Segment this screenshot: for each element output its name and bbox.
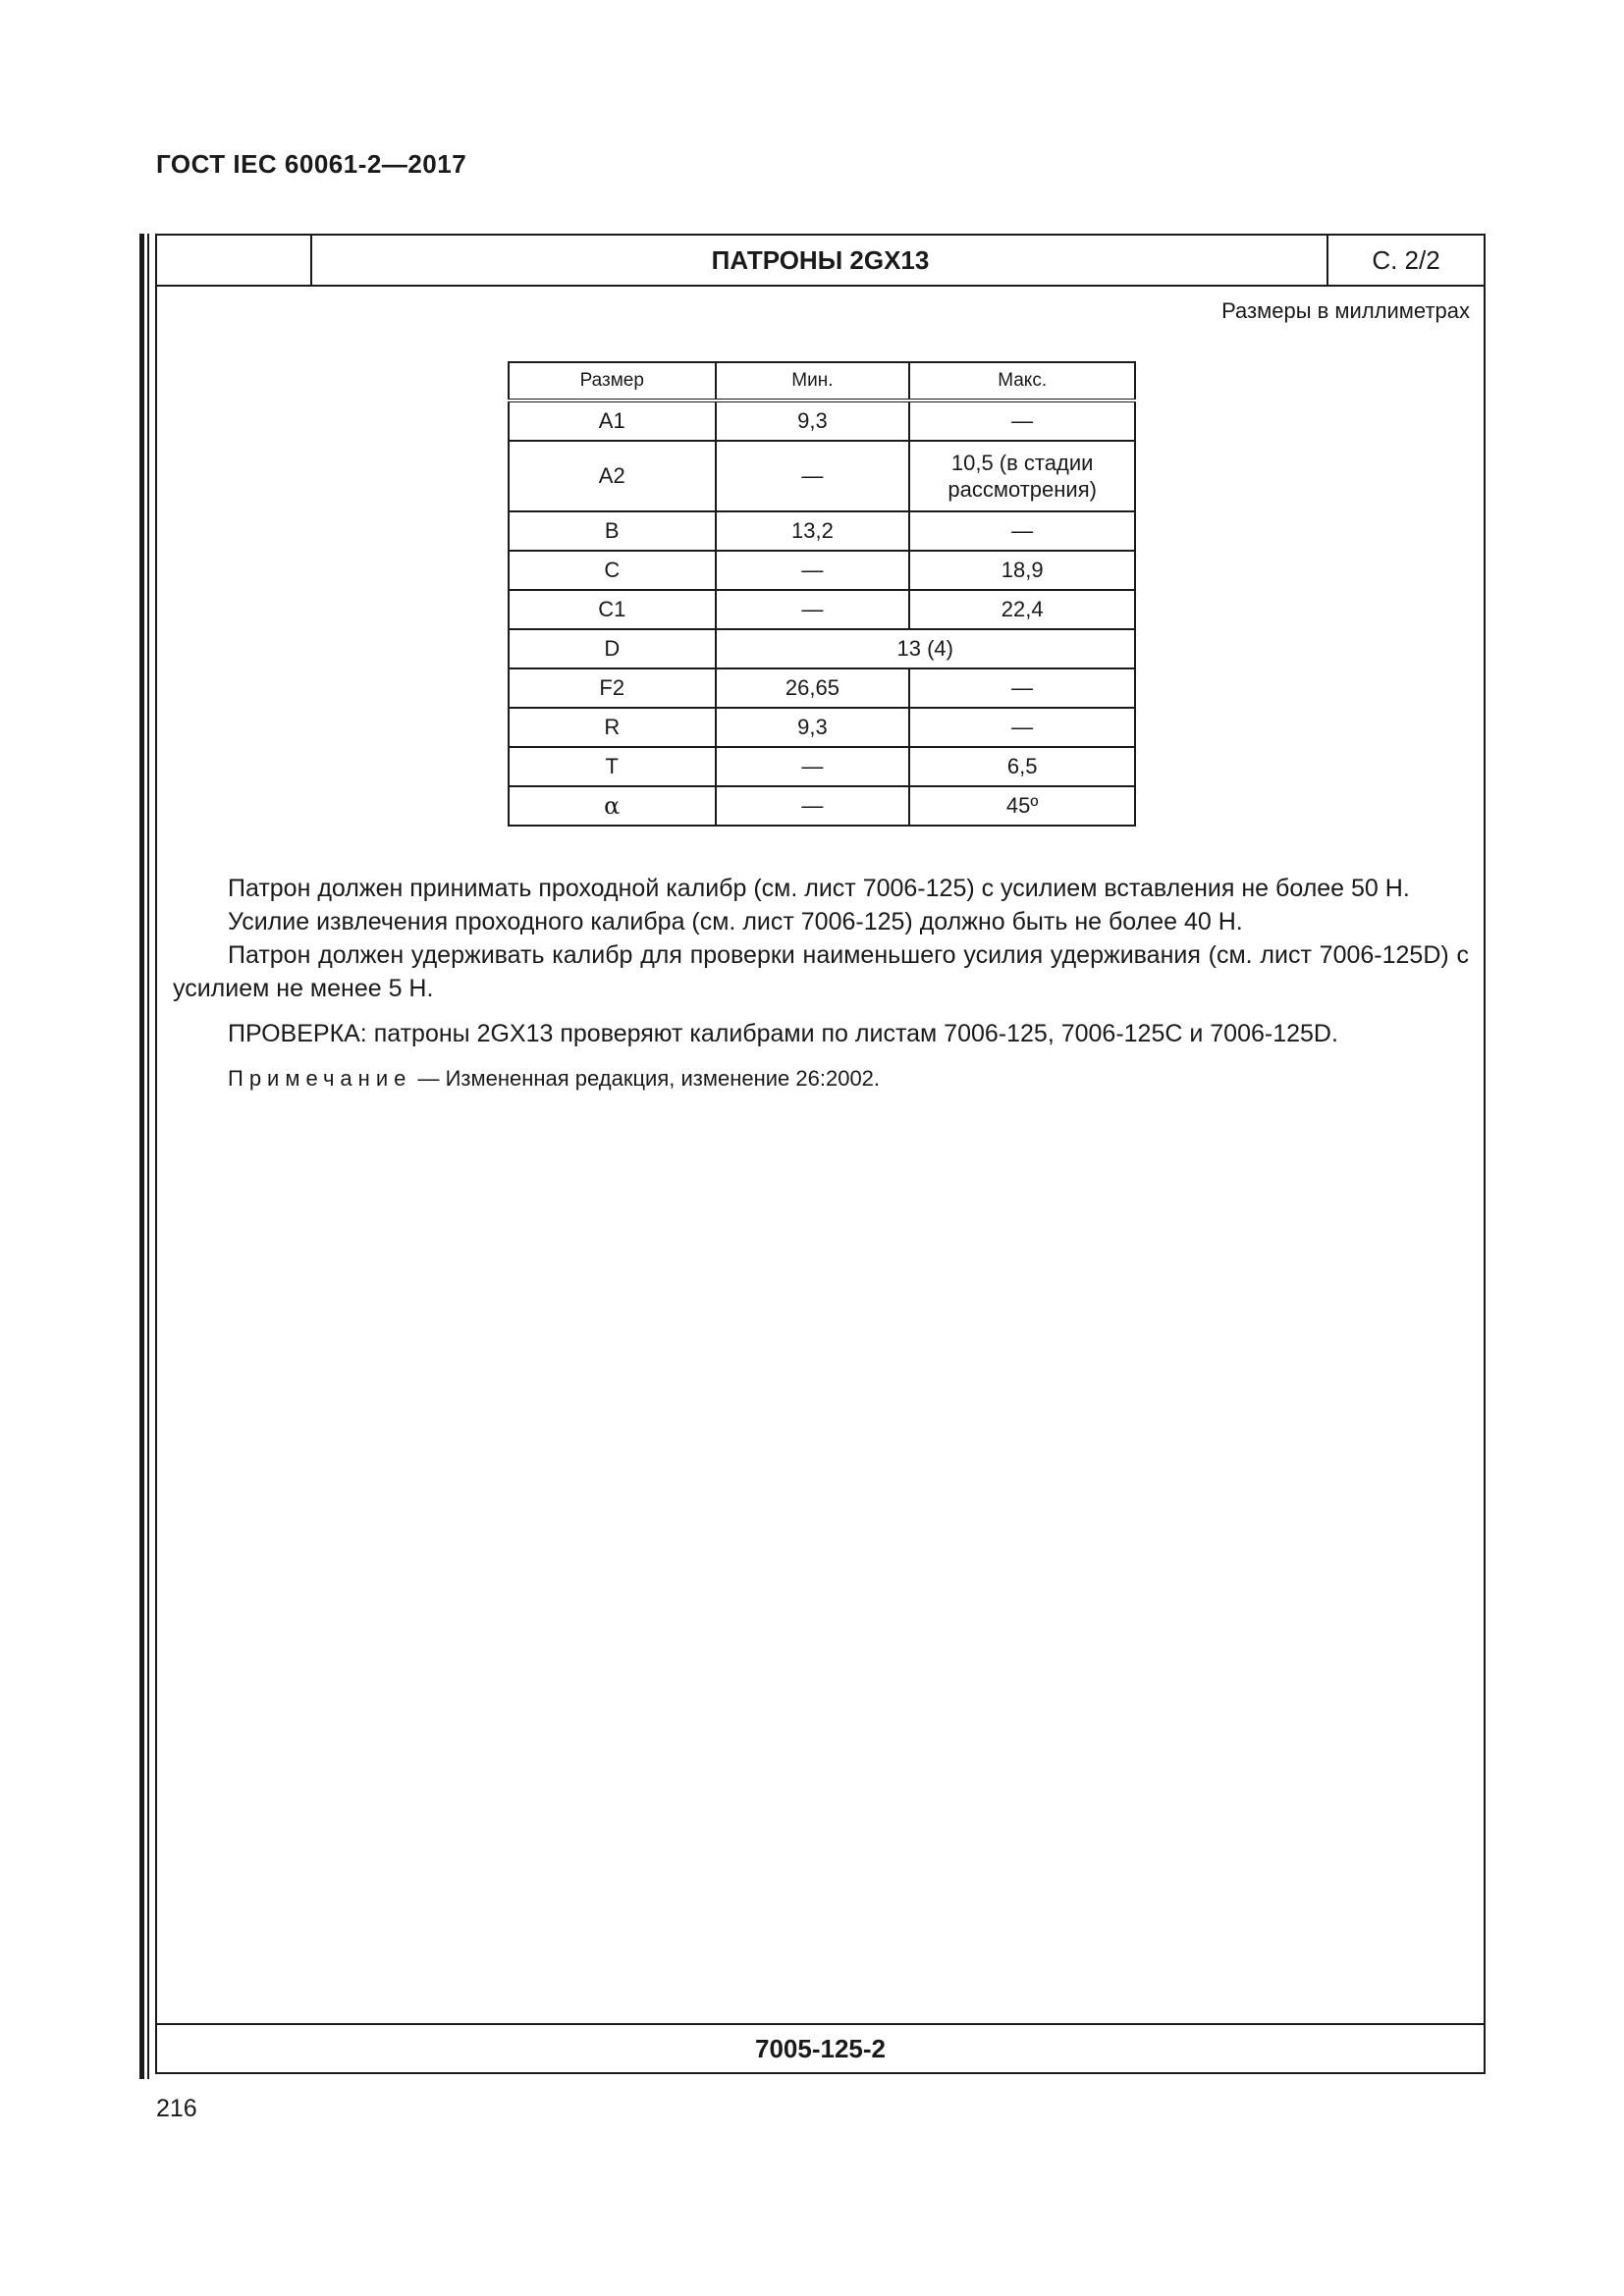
cell-size: D xyxy=(509,629,716,668)
paragraph-retention-force: Патрон должен удерживать калибр для проверки наименьшего усилия удерживания (см. лист 7006-125D) с усилием не менее 5 Н. xyxy=(173,941,1469,1002)
margin-rule-thin xyxy=(147,234,149,2079)
table-row xyxy=(509,668,1135,708)
sheet-frame xyxy=(155,234,1486,2074)
sheet-number: 7005-125-2 xyxy=(157,2023,1484,2072)
table-row xyxy=(509,708,1135,747)
header-min: Мин. xyxy=(716,362,910,400)
table-row xyxy=(509,551,1135,590)
note xyxy=(173,1062,1469,1095)
table-row xyxy=(509,786,1135,826)
cell-nominal: 13 (4) xyxy=(716,629,1135,668)
table-header-row xyxy=(509,362,1135,400)
units-note: Размеры в миллиметрах xyxy=(1221,298,1470,323)
cell-size: α xyxy=(509,786,716,826)
cell-size: C1 xyxy=(509,590,716,629)
paragraph-insertion-force: Патрон должен принимать проходной калибр (см. лист 7006-125) с усилием вставления не более 50 Н. xyxy=(228,875,1410,902)
cell-size: C xyxy=(509,551,716,590)
cell-size: T xyxy=(509,747,716,786)
cell-min: — xyxy=(716,747,910,786)
cell-max: — xyxy=(909,400,1135,441)
sheet-title: ПАТРОНЫ 2GX13 xyxy=(711,244,930,275)
cell-min: — xyxy=(716,590,910,629)
sheet-page-indicator: С. 2/2 xyxy=(1326,236,1484,285)
body-text xyxy=(173,872,1469,1095)
cell-max: 18,9 xyxy=(909,551,1135,590)
cell-max: 6,5 xyxy=(909,747,1135,786)
paragraph-check: ПРОВЕРКА: патроны 2GX13 проверяют калибрами по листам 7006-125, 7006-125C и 7006-125D. xyxy=(228,1020,1338,1047)
cell-min: 13,2 xyxy=(716,511,910,551)
cell-max: 22,4 xyxy=(909,590,1135,629)
header-size: Размер xyxy=(509,362,716,400)
cell-size: A2 xyxy=(509,441,716,511)
cell-max: — xyxy=(909,668,1135,708)
note-label: Примечание xyxy=(228,1066,412,1091)
cell-max: — xyxy=(909,511,1135,551)
cell-max: — xyxy=(909,708,1135,747)
table-row xyxy=(509,511,1135,551)
header-max: Макс. xyxy=(909,362,1135,400)
document-header: ГОСТ IEC 60061-2—2017 xyxy=(156,149,467,179)
cell-min: 9,3 xyxy=(716,400,910,441)
cell-min: 9,3 xyxy=(716,708,910,747)
table-row xyxy=(509,441,1135,511)
page-number: 216 xyxy=(156,2095,197,2122)
cell-max: 10,5 (в стадии рассмотрения) xyxy=(909,441,1135,511)
cell-size: A1 xyxy=(509,400,716,441)
cell-min: — xyxy=(716,441,910,511)
cell-size: F2 xyxy=(509,668,716,708)
table-row xyxy=(509,747,1135,786)
cell-min: 26,65 xyxy=(716,668,910,708)
table-row xyxy=(509,590,1135,629)
title-empty-cell xyxy=(157,236,312,285)
title-row xyxy=(157,236,1484,287)
table-row xyxy=(509,629,1135,668)
table-row xyxy=(509,400,1135,441)
cell-min: — xyxy=(716,551,910,590)
cell-size: B xyxy=(509,511,716,551)
paragraph-withdrawal-force: Усилие извлечения проходного калибра (см. лист 7006-125) должно быть не более 40 Н. xyxy=(228,908,1243,935)
cell-min: — xyxy=(716,786,910,826)
margin-rule-thick xyxy=(139,234,144,2079)
dimensions-table xyxy=(508,361,1136,827)
note-text: — Измененная редакция, изменение 26:2002. xyxy=(411,1066,881,1091)
cell-size: R xyxy=(509,708,716,747)
cell-max: 45º xyxy=(909,786,1135,826)
